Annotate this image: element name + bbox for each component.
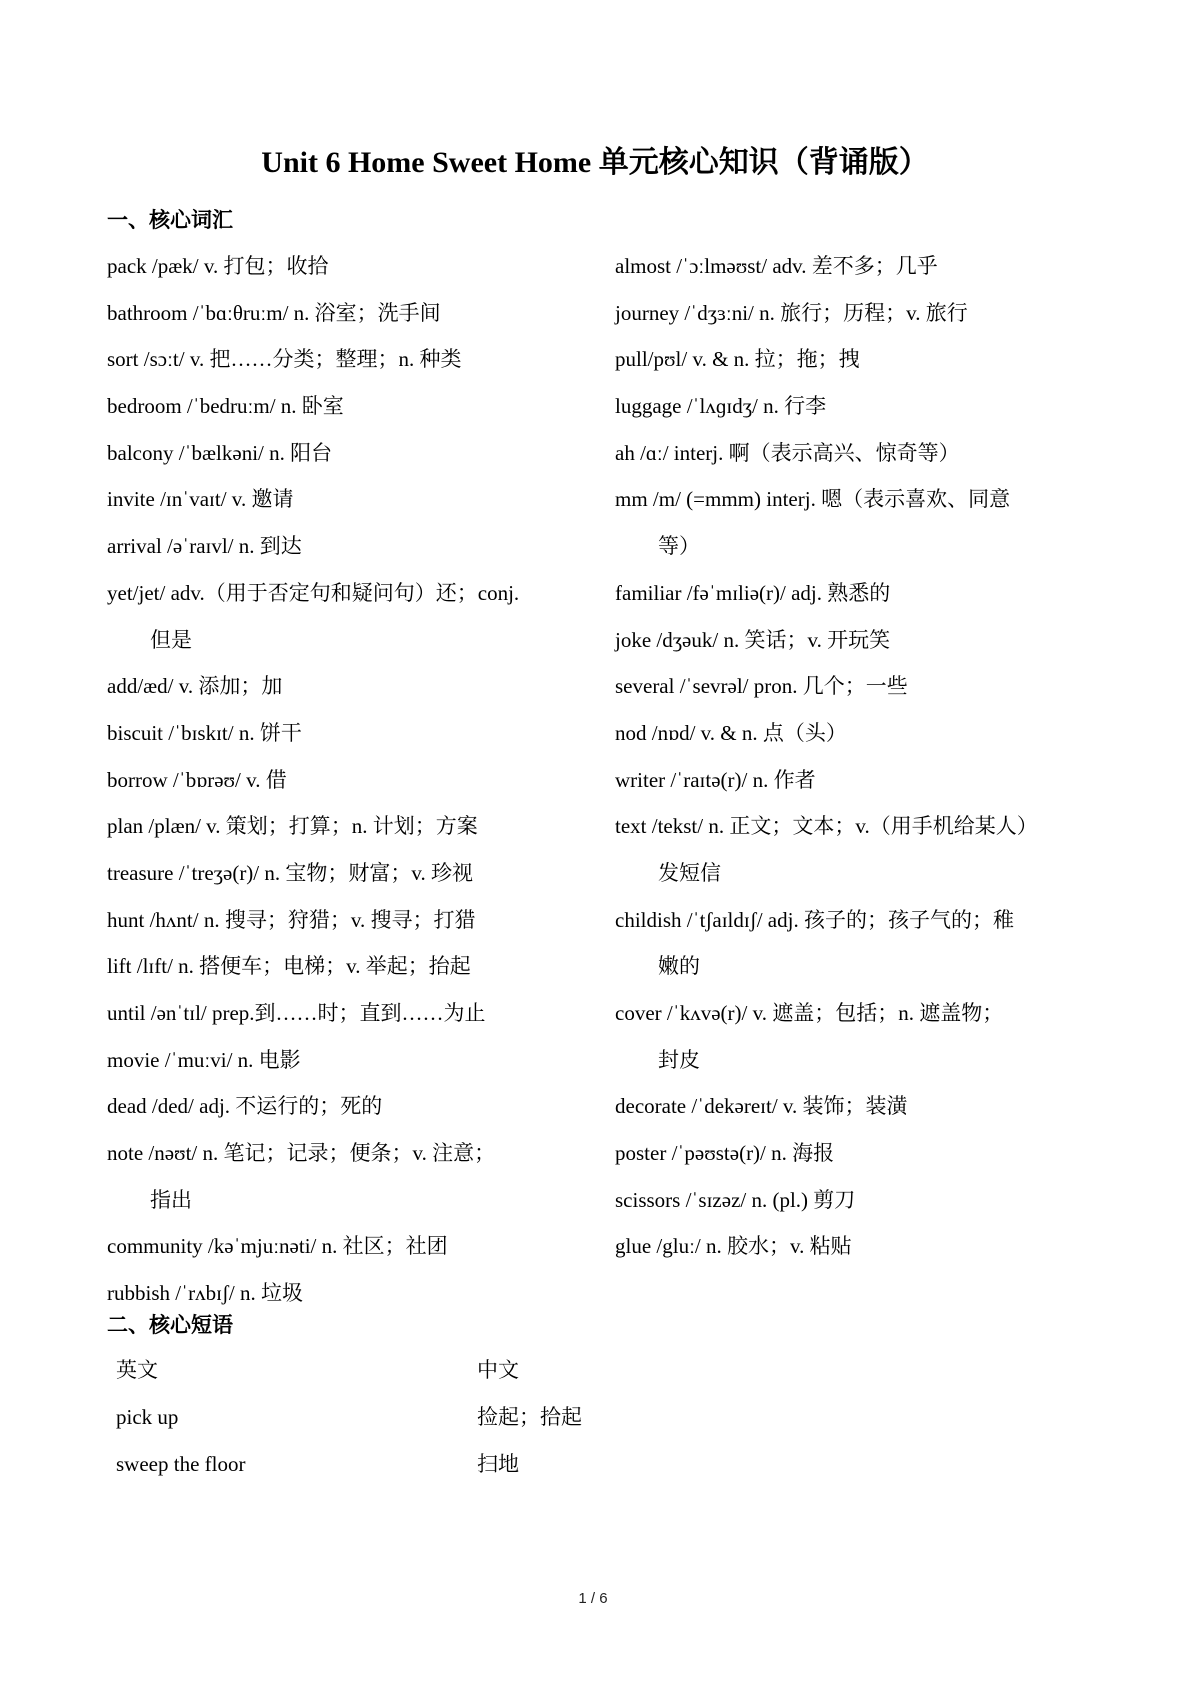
vocab-entry-line: scissors /ˈsɪzəz/ n. (pl.) 剪刀 [615, 1187, 856, 1212]
vocab-entry-line: text /tekst/ n. 正文；文本；v.（用手机给某人） [615, 814, 1038, 839]
phrase-header-chinese: 中文 [477, 1358, 519, 1382]
vocab-entry [107, 383, 597, 430]
vocab-column-right [615, 243, 1155, 1270]
vocab-entry [107, 663, 597, 710]
vocab-entry-line: sort /sɔːt/ v. 把……分类；整理；n. 种类 [107, 347, 462, 372]
vocab-entry-line: nod /nɒd/ v. & n. 点（头） [615, 720, 847, 745]
vocab-entry [107, 897, 597, 944]
vocab-entry-line: arrival /əˈraɪvl/ n. 到达 [107, 534, 302, 559]
vocab-entry-line: bedroom /ˈbedruːm/ n. 卧室 [107, 394, 344, 419]
vocab-entry [615, 476, 1155, 569]
vocab-entry-line: lift /lɪft/ n. 搭便车；电梯；v. 举起；抬起 [107, 954, 471, 979]
vocab-entry [107, 1130, 597, 1223]
vocab-entry-line: yet/jet/ adv.（用于否定句和疑问句）还；conj. [107, 580, 520, 605]
phrase-header-english: 英文 [116, 1358, 158, 1382]
vocab-entry-line: plan /plæn/ v. 策划；打算；n. 计划；方案 [107, 814, 478, 839]
vocab-entry-line: biscuit /ˈbɪskɪt/ n. 饼干 [107, 720, 302, 745]
vocab-entry-line: rubbish /ˈrʌbɪʃ/ n. 垃圾 [107, 1281, 303, 1306]
phrase-english: pick up [116, 1405, 179, 1430]
section-heading-phrases: 二、核心短语 [107, 1313, 233, 1337]
vocab-entry [107, 243, 597, 290]
vocab-entry-line: add/æd/ v. 添加；加 [107, 674, 283, 699]
vocab-entry-line: decorate /ˈdekəreɪt/ v. 装饰；装潢 [615, 1094, 908, 1119]
vocab-entry-line: ah /ɑː/ interj. 啊（表示高兴、惊奇等） [615, 440, 960, 465]
vocab-entry [615, 383, 1155, 430]
vocab-entry-line: luggage /ˈlʌɡɪdʒ/ n. 行李 [615, 394, 827, 419]
vocab-entry-continuation: 但是 [150, 627, 192, 652]
vocab-entry [107, 1037, 597, 1084]
vocab-entry [107, 1083, 597, 1130]
vocab-entry [615, 757, 1155, 804]
vocab-entry-line: bathroom /ˈbɑːθruːm/ n. 浴室；洗手间 [107, 300, 441, 325]
vocab-entry [107, 290, 597, 337]
vocab-entry-line: journey /ˈdʒɜːni/ n. 旅行；历程；v. 旅行 [615, 300, 968, 325]
vocab-entry [615, 1130, 1155, 1177]
section-heading-vocabulary: 一、核心词汇 [107, 208, 233, 232]
vocab-entry [107, 710, 597, 757]
vocab-entry-continuation: 发短信 [658, 860, 721, 885]
vocab-entry [615, 243, 1155, 290]
page-title: Unit 6 Home Sweet Home 单元核心知识（背诵版） [261, 146, 929, 179]
vocab-entry [107, 430, 597, 477]
phrase-chinese: 捡起；拾起 [477, 1405, 582, 1430]
vocab-entry [615, 710, 1155, 757]
vocab-entry [107, 803, 597, 850]
vocab-entry [615, 990, 1155, 1083]
vocab-entry-line: treasure /ˈtreʒə(r)/ n. 宝物；财富；v. 珍视 [107, 860, 474, 885]
vocab-entry [107, 523, 597, 570]
vocab-entry [107, 757, 597, 804]
vocab-entry-line: cover /ˈkʌvə(r)/ v. 遮盖；包括；n. 遮盖物； [615, 1001, 1004, 1025]
vocab-entry [615, 663, 1155, 710]
phrase-chinese: 扫地 [477, 1452, 519, 1477]
vocab-entry-line: poster /ˈpəʊstə(r)/ n. 海报 [615, 1141, 835, 1166]
phrase-table-body [0, 1394, 1190, 1488]
vocab-entry [107, 943, 597, 990]
phrase-table [0, 1347, 1190, 1489]
vocab-entry-continuation: 封皮 [658, 1047, 700, 1072]
vocab-entry-line: hunt /hʌnt/ n. 搜寻；狩猎；v. 搜寻；打猎 [107, 907, 476, 932]
vocab-column-left [107, 243, 597, 1317]
phrase-row [0, 1441, 1190, 1488]
vocab-entry [615, 336, 1155, 383]
vocab-entry [615, 570, 1155, 617]
vocab-entry-line: community /kəˈmjuːnəti/ n. 社区；社团 [107, 1234, 448, 1259]
vocab-entry [107, 1223, 597, 1270]
vocab-entry-line: dead /ded/ adj. 不运行的；死的 [107, 1094, 383, 1119]
vocab-entry-line: writer /ˈraɪtə(r)/ n. 作者 [615, 767, 816, 792]
vocab-entry [107, 850, 597, 897]
vocab-entry [615, 1083, 1155, 1130]
vocab-entry-line: glue /gluː/ n. 胶水；v. 粘贴 [615, 1234, 852, 1259]
vocab-entry-continuation: 等） [658, 534, 700, 559]
vocab-entry [615, 897, 1155, 990]
vocab-entry [107, 476, 597, 523]
vocab-entry-line: note /nəʊt/ n. 笔记；记录；便条；v. 注意； [107, 1141, 496, 1166]
vocab-entry-line: pack /pæk/ v. 打包；收拾 [107, 254, 329, 278]
vocab-entry-line: invite /ɪnˈvaɪt/ v. 邀请 [107, 487, 294, 512]
vocab-entry-line: mm /m/ (=mmm) interj. 嗯（表示喜欢、同意 [615, 487, 1011, 512]
vocab-entry-line: childish /ˈtʃaɪldɪʃ/ adj. 孩子的；孩子气的；稚 [615, 907, 1014, 932]
vocab-entry-line: movie /ˈmuːvi/ n. 电影 [107, 1047, 301, 1072]
vocab-entry [107, 336, 597, 383]
vocab-entry [615, 430, 1155, 477]
phrase-english: sweep the floor [116, 1452, 246, 1477]
vocab-entry-line: several /ˈsevrəl/ pron. 几个；一些 [615, 674, 908, 699]
vocab-entry-line: until /ənˈtɪl/ prep.到……时；直到……为止 [107, 1001, 486, 1025]
vocab-entry-line: almost /ˈɔːlməʊst/ adv. 差不多；几乎 [615, 254, 938, 278]
vocab-entry-line: balcony /ˈbælkəni/ n. 阳台 [107, 440, 333, 465]
vocab-entry-continuation: 嫩的 [658, 954, 700, 979]
vocab-entry-line: borrow /ˈbɒrəʊ/ v. 借 [107, 767, 287, 792]
vocab-entry-line: joke /dʒəuk/ n. 笑话；v. 开玩笑 [615, 627, 891, 652]
vocab-entry [615, 1177, 1155, 1224]
vocab-entry [615, 1223, 1155, 1270]
vocab-entry [615, 290, 1155, 337]
vocab-entry [615, 803, 1155, 896]
phrase-row [0, 1394, 1190, 1441]
vocab-entry [107, 570, 597, 663]
vocab-entry [107, 990, 597, 1037]
vocab-entry-line: familiar /fəˈmɪliə(r)/ adj. 熟悉的 [615, 580, 891, 605]
page-number: 1 / 6 [578, 1590, 608, 1607]
phrase-table-header [0, 1347, 1190, 1394]
vocab-entry-line: pull/pʊl/ v. & n. 拉；拖；拽 [615, 347, 860, 372]
vocab-entry-continuation: 指出 [150, 1187, 192, 1212]
vocab-entry [615, 617, 1155, 664]
